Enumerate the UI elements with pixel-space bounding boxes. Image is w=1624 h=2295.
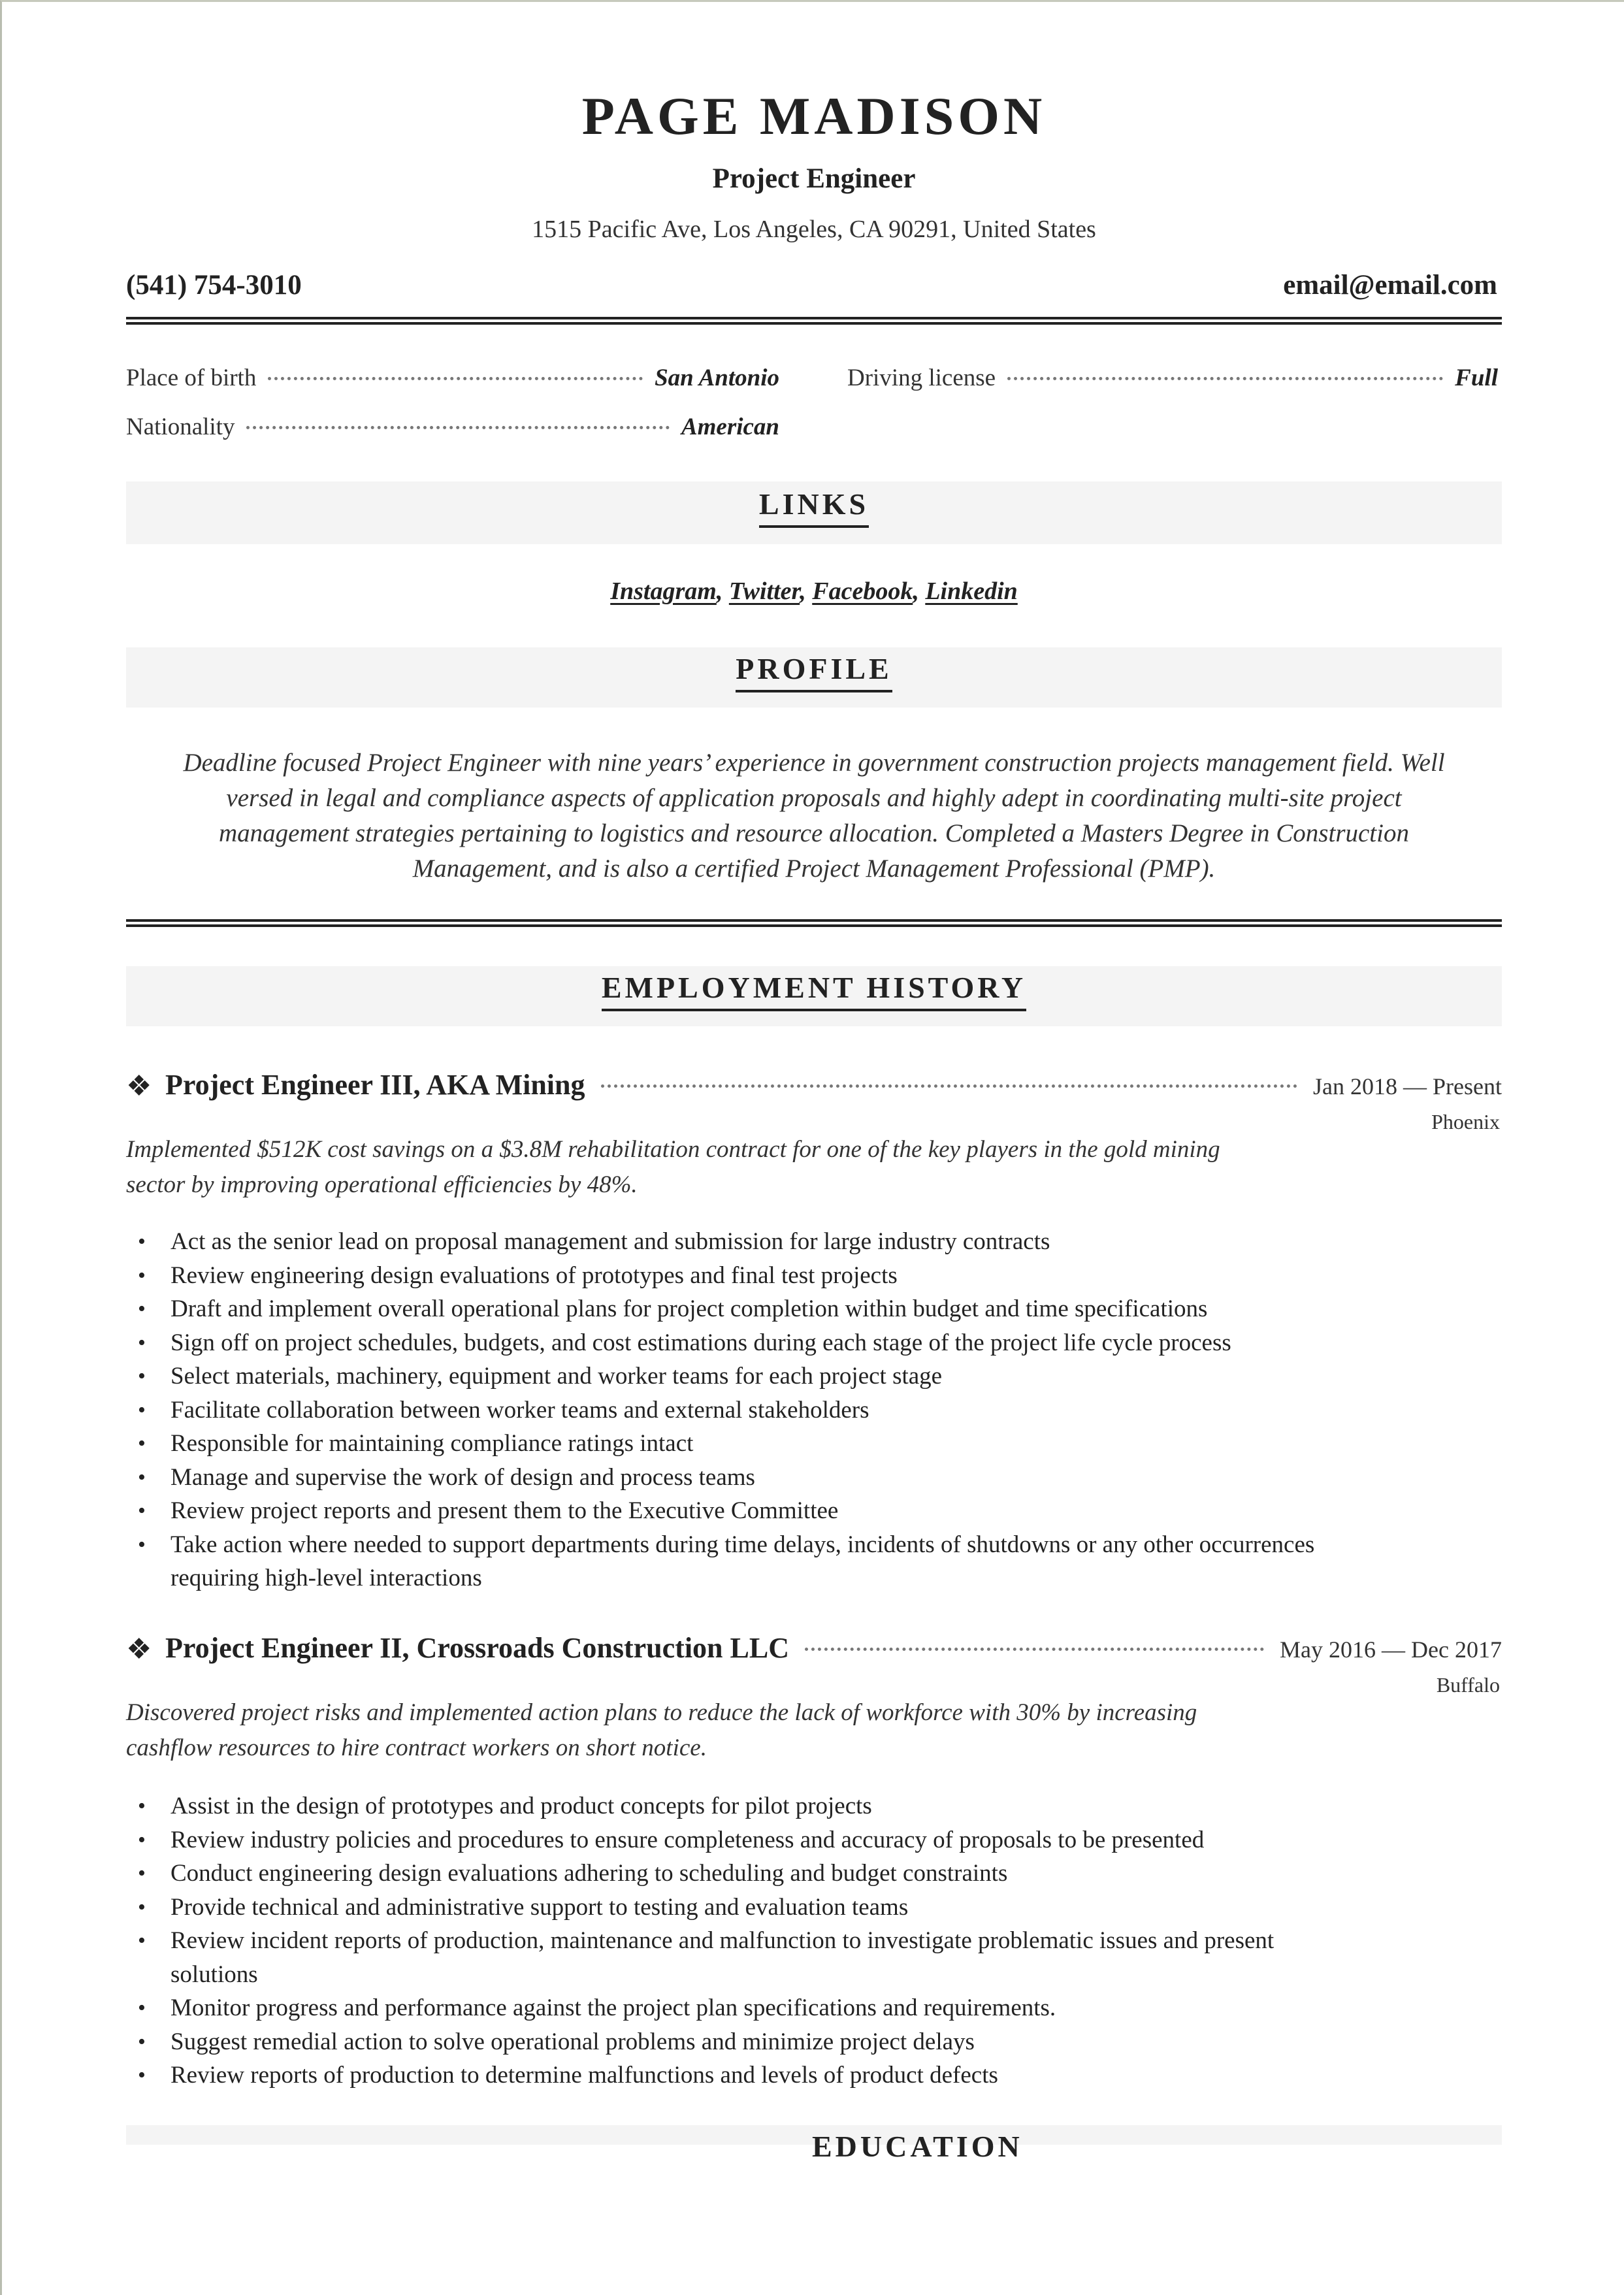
dot-leader — [1007, 377, 1443, 380]
header-divider — [126, 317, 1502, 325]
job-responsibilities — [126, 1789, 1320, 2092]
job-dates: May 2016 — Dec 2017 — [1280, 1636, 1502, 1663]
candidate-title: Project Engineer — [712, 163, 916, 194]
detail-label: Nationality — [126, 414, 235, 440]
job-title: Project Engineer II, Crossroads Construction LLC — [165, 1632, 789, 1664]
list-item: • Responsible for maintaining compliance ratings intact — [171, 1427, 1320, 1461]
dot-leader — [268, 377, 643, 380]
employment-section-header — [126, 966, 1502, 1026]
detail-value: San Antonio — [655, 365, 779, 391]
job-summary: Implemented $512K cost savings on a $3.8M rehabilitation contract for one of the key players in the gold mining sector by improving operational efficiencies by 48%. — [126, 1136, 1220, 1198]
list-item: • Draft and implement overall operational plans for project completion within budget and time specifications — [171, 1292, 1320, 1326]
list-item: • Act as the senior lead on proposal management and submission for large industry contracts — [171, 1225, 1320, 1259]
section-divider — [126, 919, 1502, 927]
candidate-name: PAGE MADISON — [581, 86, 1047, 146]
clover-bullet-icon: ❖ — [126, 1633, 152, 1665]
job-header — [126, 1068, 1502, 1101]
detail-place-of-birth — [126, 364, 779, 392]
detail-nationality — [126, 413, 779, 441]
detail-value: American — [681, 414, 779, 440]
address: 1515 Pacific Ave, Los Angeles, CA 90291, United States — [532, 216, 1096, 243]
dot-leader — [601, 1084, 1298, 1088]
list-item: • Take action where needed to support departments during time delays, incidents of shutdowns or any other occurrences requiring high-level interactions — [171, 1528, 1320, 1595]
list-item: • Review industry policies and procedures to ensure completeness and accuracy of proposals to be presented — [171, 1823, 1320, 1857]
list-item: • Select materials, machinery, equipment and worker teams for each project stage — [171, 1359, 1320, 1393]
dot-leader — [246, 426, 669, 429]
email: email@email.com — [1283, 270, 1497, 301]
clover-bullet-icon: ❖ — [126, 1070, 152, 1102]
list-item: • Conduct engineering design evaluations adhering to scheduling and budget constraints — [171, 1857, 1320, 1891]
list-item: • Review incident reports of production, maintenance and malfunction to investigate problematic issues and present solutions — [171, 1924, 1320, 1991]
list-item: • Manage and supervise the work of design and process teams — [171, 1461, 1320, 1495]
link-instagram[interactable]: Instagram — [610, 578, 717, 605]
links-section-header — [126, 481, 1502, 544]
detail-label: Driving license — [847, 365, 996, 391]
list-item: • Review engineering design evaluations of prototypes and final test projects — [171, 1259, 1320, 1293]
profile-section-header — [126, 647, 1502, 708]
list-item: • Sign off on project schedules, budgets, and cost estimations during each stage of the project life cycle process — [171, 1326, 1320, 1360]
detail-driving-license — [847, 364, 1498, 392]
list-item: • Provide technical and administrative support to testing and evaluation teams — [171, 1891, 1320, 1925]
detail-value: Full — [1455, 365, 1498, 391]
job-dates: Jan 2018 — Present — [1313, 1073, 1502, 1099]
link-separator: , — [800, 578, 806, 605]
profile-text: Deadline focused Project Engineer with nine years’ experience in government construction projects management field. Well versed in legal and compliance aspects of application proposals and highly adept in coordinating multi-site project management strategies pertaining to logistics and resource allocation. Completed a Masters Degree in Construction Management, and is also a certified Project Management Professional (PMP). — [183, 749, 1445, 883]
list-item: • Review reports of production to determine malfunctions and levels of product defects — [171, 2059, 1320, 2092]
job-header — [126, 1631, 1502, 1665]
link-separator: , — [716, 578, 723, 605]
list-item: • Assist in the design of prototypes and product concepts for pilot projects — [171, 1789, 1320, 1823]
link-linkedin[interactable]: Linkedin — [925, 578, 1018, 605]
phone: (541) 754-3010 — [126, 270, 302, 301]
job-location: Phoenix — [1431, 1110, 1500, 1133]
links-list — [2, 577, 1624, 606]
job-responsibilities — [126, 1225, 1320, 1595]
job-summary: Discovered project risks and implemented action plans to reduce the lack of workforce with 30% by increasing cashflow resources to hire contract workers on short notice. — [126, 1699, 1197, 1761]
section-title: PROFILE — [736, 653, 892, 692]
job-location: Buffalo — [1436, 1673, 1500, 1697]
list-item: • Suggest remedial action to solve operational problems and minimize project delays — [171, 2025, 1320, 2059]
link-facebook[interactable]: Facebook — [812, 578, 913, 605]
section-title: LINKS — [759, 488, 869, 528]
list-item: • Monitor progress and performance against the project plan specifications and requirements. — [171, 1991, 1320, 2025]
education-title: EDUCATION — [812, 2130, 1023, 2163]
list-item: • Review project reports and present them to the Executive Committee — [171, 1494, 1320, 1528]
section-title: EMPLOYMENT HISTORY — [602, 971, 1026, 1011]
detail-label: Place of birth — [126, 365, 257, 391]
dot-leader — [805, 1648, 1264, 1651]
link-twitter[interactable]: Twitter — [728, 578, 800, 605]
link-separator: , — [913, 578, 919, 605]
job-title: Project Engineer III, AKA Mining — [165, 1069, 585, 1101]
list-item: • Facilitate collaboration between worker teams and external stakeholders — [171, 1393, 1320, 1427]
